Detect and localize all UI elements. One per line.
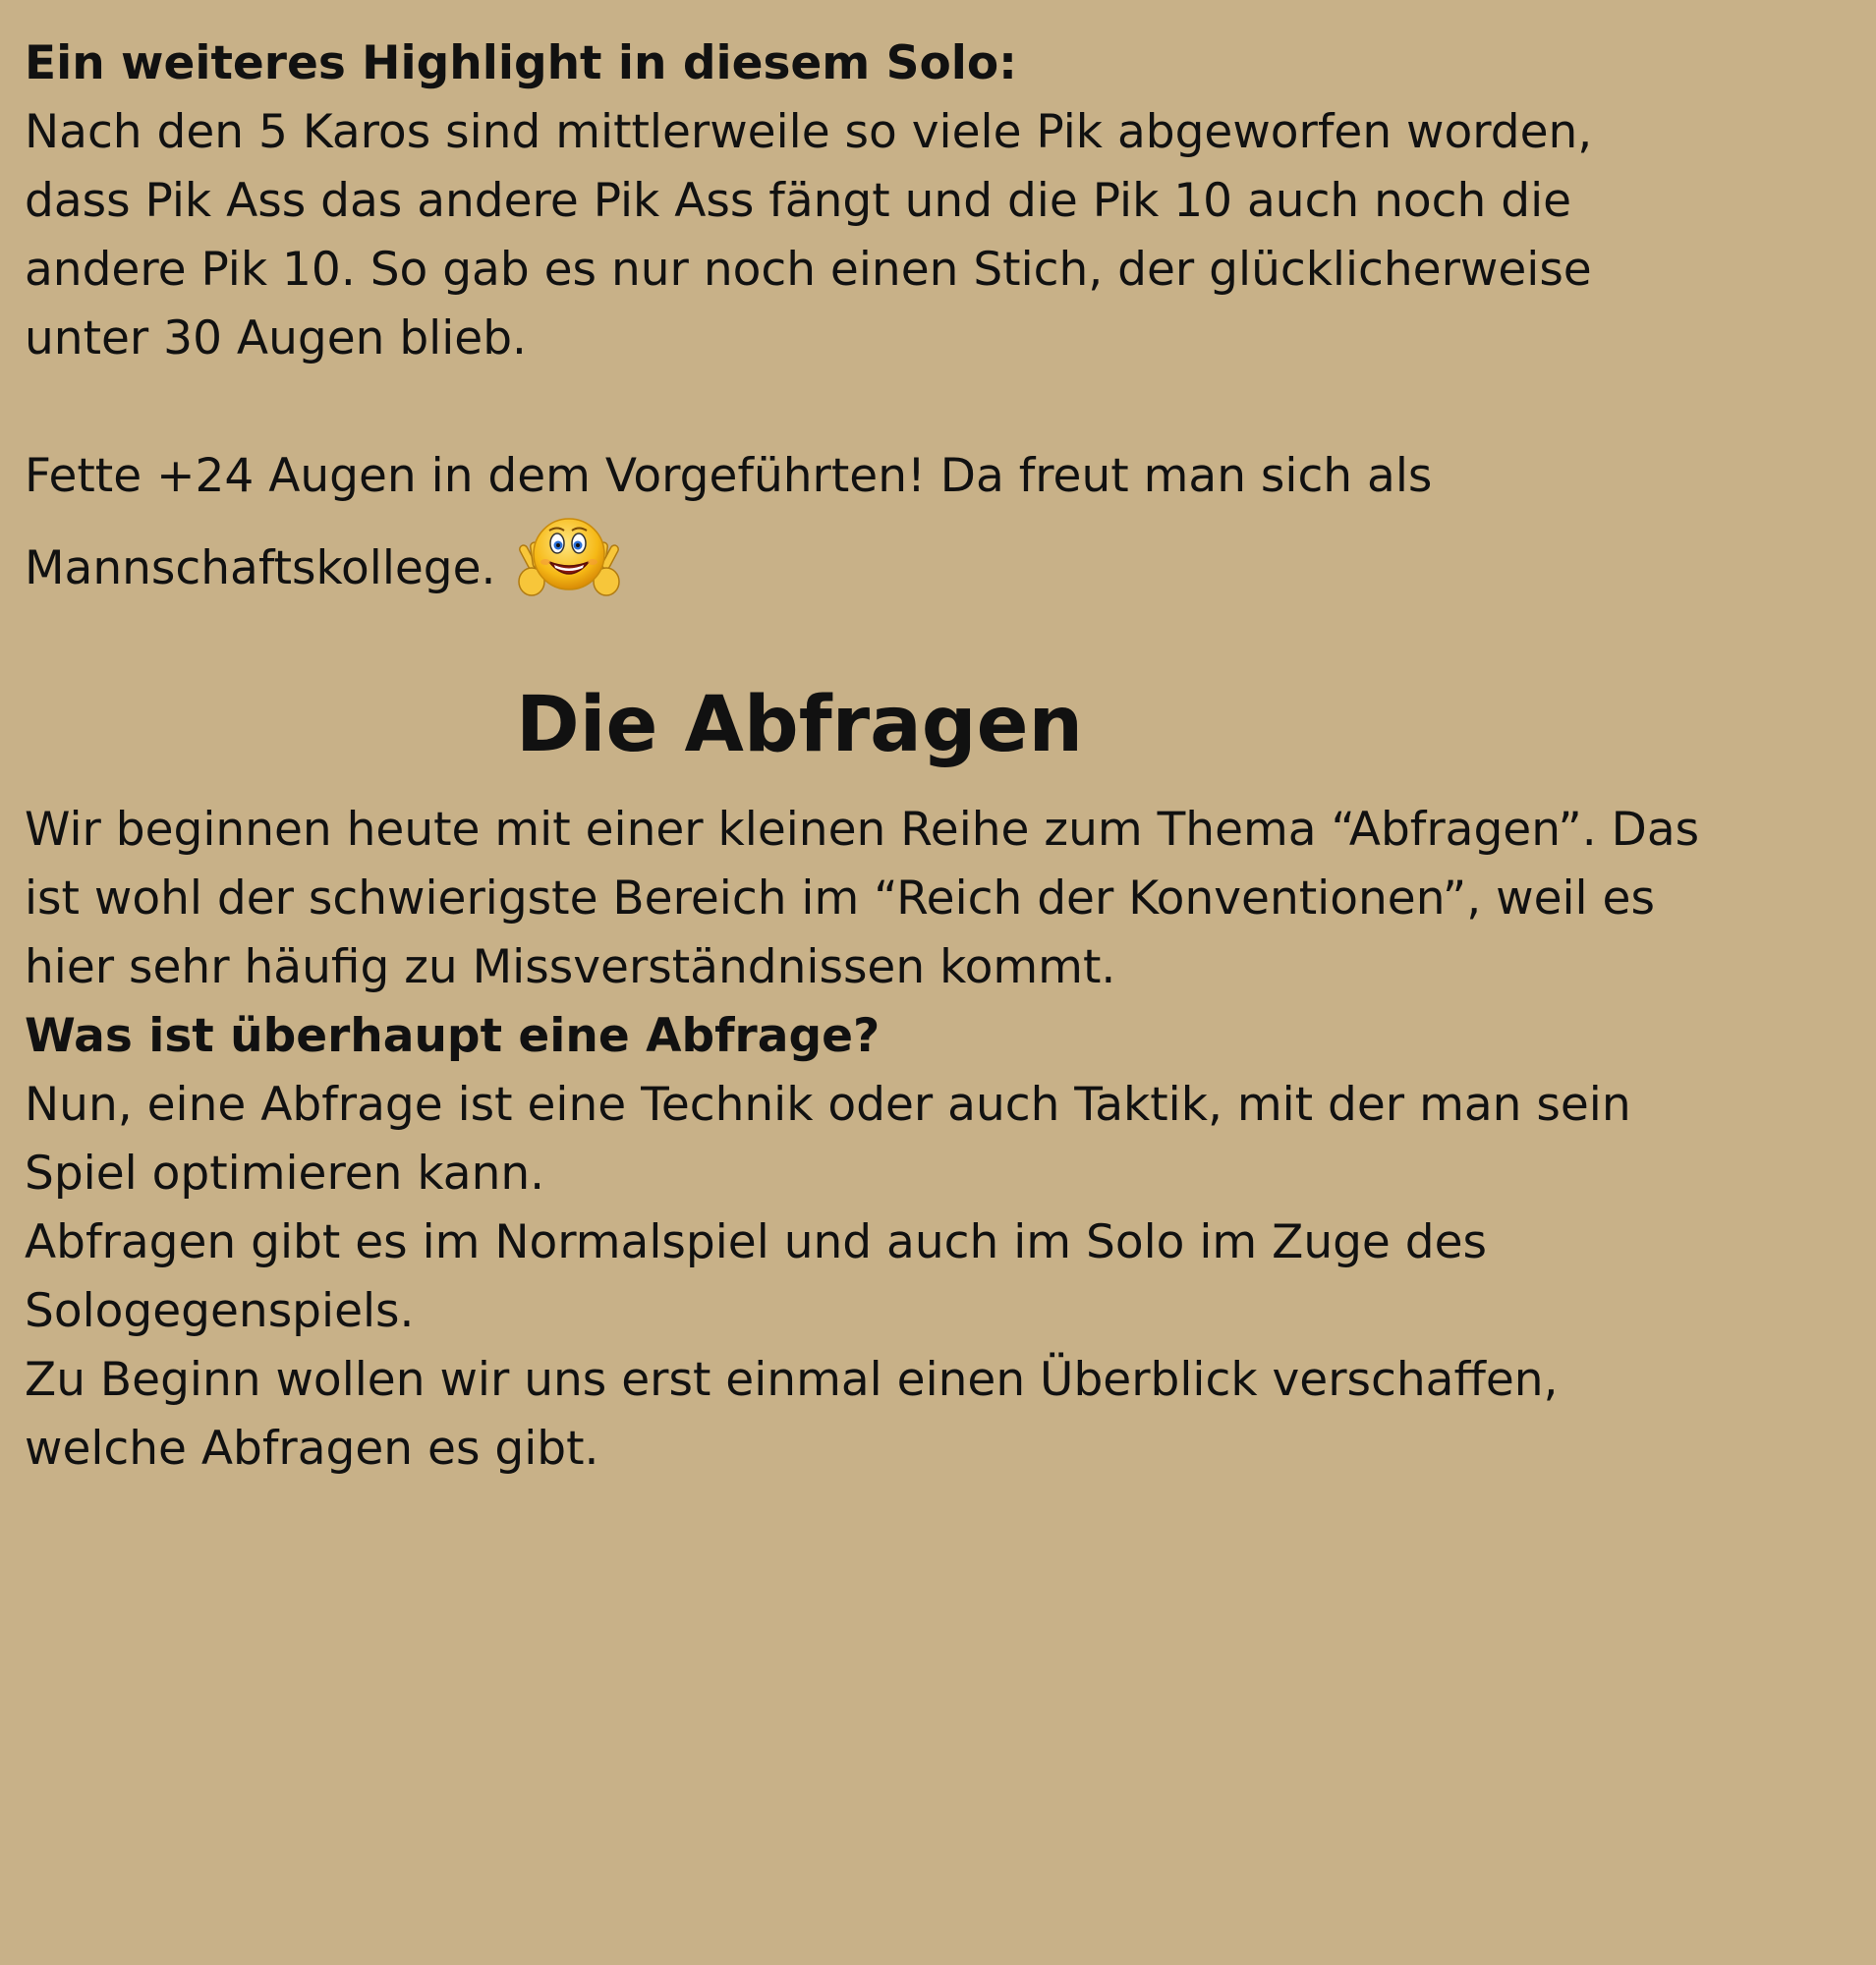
paragraph-line: unter 30 Augen blieb. [25,311,527,365]
intro-line: ist wohl der schwierigste Bereich im “Reich der Konventionen”, weil es [25,871,1655,926]
highlight-heading: Ein weiteres Highlight in diesem Solo: [25,36,1017,90]
answer-line: welche Abfragen es gibt. [25,1422,599,1476]
answer-line: Abfragen gibt es im Normalspiel und auch im Solo im Zuge des [25,1215,1488,1269]
smiley-victory-icon [510,511,628,605]
answer-line: Nun, eine Abfrage ist eine Technik oder auch Taktik, mit der man sein [25,1078,1631,1132]
section-title: Die Abfragen [516,681,1084,769]
question-heading: Was ist überhaupt eine Abfrage? [25,1009,881,1063]
section-abfragen [25,796,1833,1484]
paragraph-line: andere Pik 10. So gab es nur noch einen Stich, der glücklicherweise [25,243,1592,297]
intro-line: hier sehr häufig zu Missverständnissen kommt. [25,940,1116,994]
blank-line [25,373,1833,442]
result-line: Fette +24 Augen in dem Vorgeführten! Da freut man sich als [25,449,1433,503]
paragraph-line: dass Pik Ass das andere Pik Ass fängt und die Pik 10 auch noch die [25,174,1572,228]
paragraph-line: Nach den 5 Karos sind mittlerweile so viele Pik abgeworfen worden, [25,105,1593,159]
section-highlight [25,29,1833,605]
answer-line: Sologegenspiels. [25,1284,415,1338]
result-line-with-emoji [25,511,1833,605]
answer-line: Spiel optimieren kann. [25,1147,545,1201]
intro-line: Wir beginnen heute mit einer kleinen Reihe zum Thema “Abfragen”. Das [25,803,1700,857]
answer-line: Zu Beginn wollen wir uns erst einmal einen Überblick verschaffen, [25,1353,1559,1407]
result-line: Mannschaftskollege. [25,541,496,595]
